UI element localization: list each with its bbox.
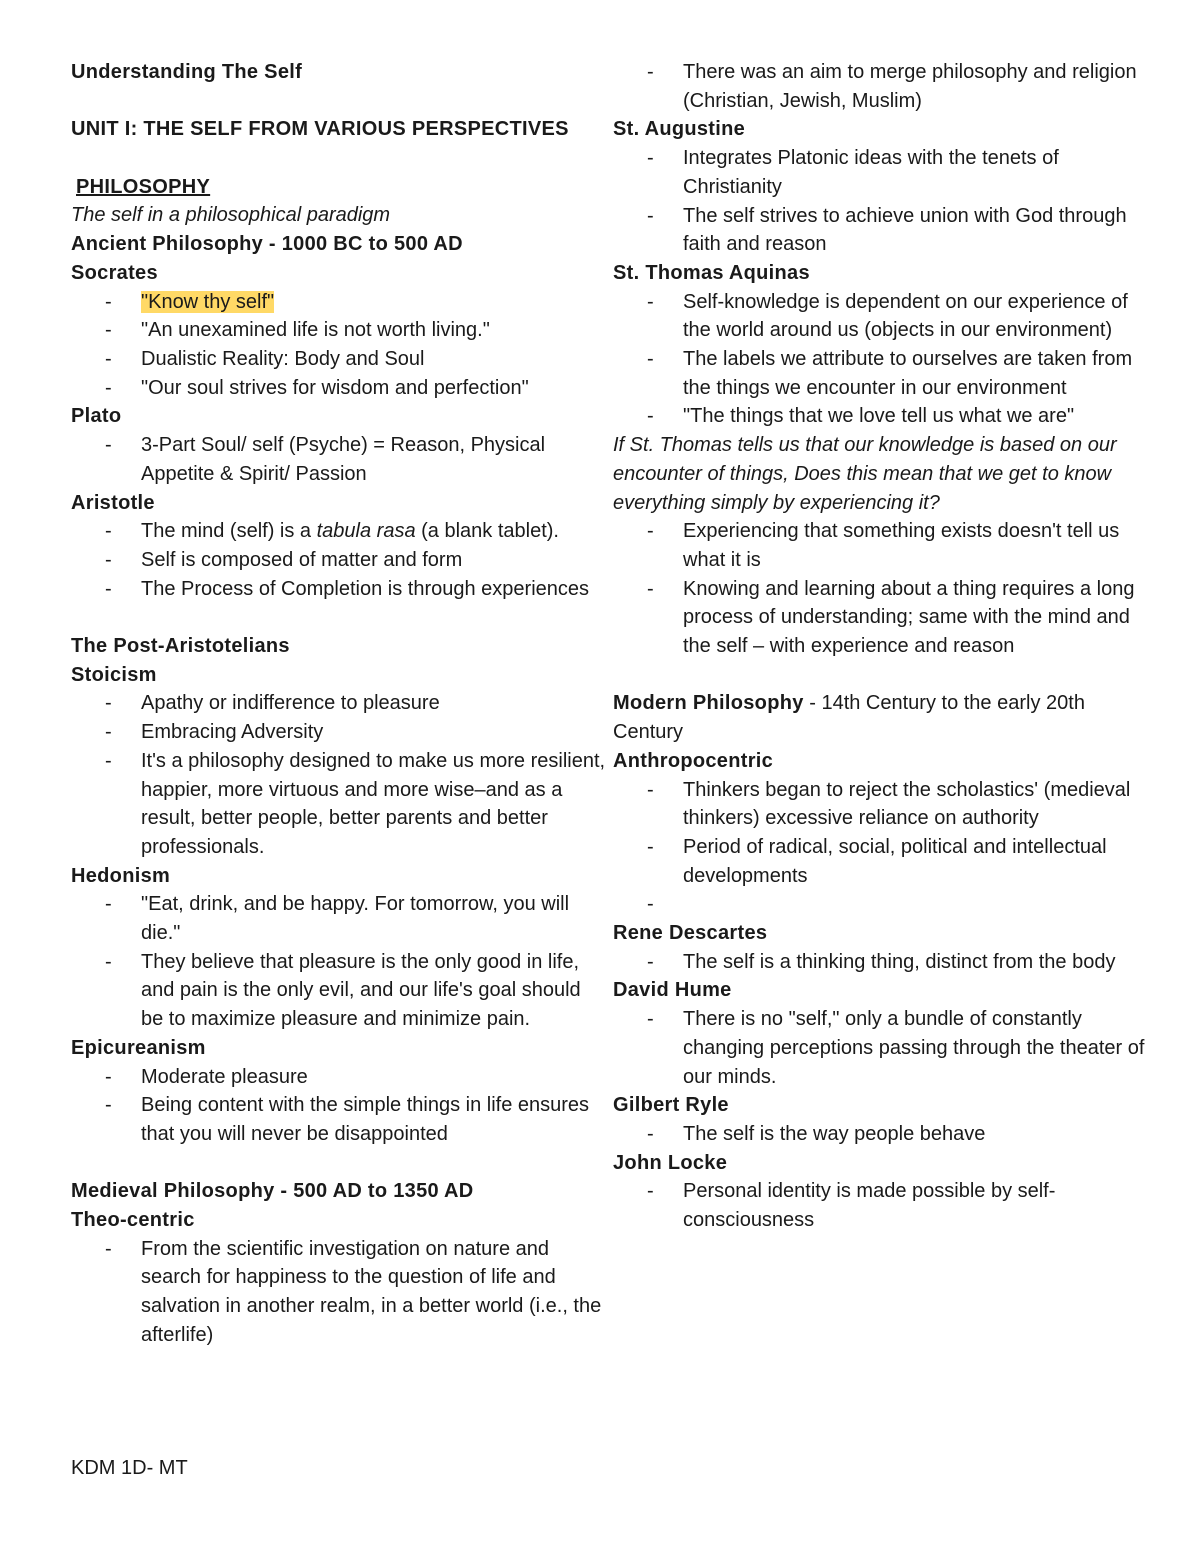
- list-item: - Moderate pleasure: [71, 1063, 606, 1092]
- modern-list: [613, 776, 1158, 920]
- list-item: - Apathy or indifference to pleasure: [71, 689, 606, 718]
- aristotle-heading: Aristotle: [71, 491, 155, 514]
- socrates-heading: Socrates: [71, 261, 158, 284]
- modern-heading-dates: - 14th Century to the early 20th Century: [613, 692, 1085, 744]
- list-item: [613, 890, 1158, 919]
- list-item: - "Eat, drink, and be happy. For tomorrow, you will die.": [71, 890, 606, 947]
- stoicism-heading: Stoicism: [71, 663, 157, 686]
- augustine-heading: St. Augustine: [613, 118, 746, 141]
- philosophy-subtitle: The self in a philosophical paradigm: [71, 204, 391, 227]
- post-aristotelians-heading: The Post-Aristotelians: [71, 635, 290, 658]
- locke-list: [613, 1177, 1158, 1234]
- theo-centric-heading: Theo-centric: [71, 1209, 195, 1232]
- list-item: - Dualistic Reality: Body and Soul: [71, 345, 606, 374]
- ryle-heading: Gilbert Ryle: [613, 1094, 729, 1117]
- list-item: - The self is a thinking thing, distinct from the body: [613, 948, 1158, 977]
- ryle-list: [613, 1120, 1158, 1149]
- descartes-heading: Rene Descartes: [613, 922, 768, 945]
- list-item: [71, 517, 606, 546]
- aristotle-list: [71, 517, 606, 603]
- left-column: [71, 58, 606, 1350]
- medieval-list: [71, 1235, 606, 1350]
- epicureanism-heading: Epicureanism: [71, 1036, 206, 1059]
- document-title: Understanding The Self: [71, 61, 303, 83]
- list-item: [71, 288, 606, 317]
- list-item: - Personal identity is made possible by self-consciousness: [613, 1177, 1158, 1234]
- modern-philosophy-heading: [613, 689, 1158, 746]
- list-item: - There was an aim to merge philosophy and religion (Christian, Jewish, Muslim): [613, 58, 1158, 115]
- philosophy-heading: PHILOSOPHY: [76, 175, 211, 198]
- aquinas-heading: St. Thomas Aquinas: [613, 261, 810, 284]
- aquinas-list: [613, 288, 1158, 432]
- list-item: - There is no "self," only a bundle of constantly changing perceptions passing through the theater of our minds.: [613, 1005, 1158, 1091]
- list-item: - Knowing and learning about a thing requires a long process of understanding; same with the mind and the self – with experience and reason: [613, 575, 1158, 661]
- list-item: - "Our soul strives for wisdom and perfection": [71, 374, 606, 403]
- list-item: - Thinkers began to reject the scholastics' (medieval thinkers) excessive reliance on authority: [613, 776, 1158, 833]
- hume-heading: David Hume: [613, 979, 732, 1002]
- text-run: (a blank tablet).: [415, 520, 559, 543]
- list-item: - Being content with the simple things in life ensures that you will never be disappointed: [71, 1091, 606, 1148]
- list-item: - "An unexamined life is not worth living.": [71, 316, 606, 345]
- list-item: - "The things that we love tell us what we are": [613, 402, 1158, 431]
- socrates-list: [71, 288, 606, 403]
- medieval-list-continued: [613, 58, 1158, 115]
- stoicism-list: [71, 689, 606, 861]
- list-item: - Experiencing that something exists doesn't tell us what it is: [613, 517, 1158, 574]
- list-item: - The Process of Completion is through experiences: [71, 575, 606, 604]
- list-item: - The self is the way people behave: [613, 1120, 1158, 1149]
- highlighted-quote: "Know thy self": [141, 290, 275, 313]
- list-item: - The self strives to achieve union with God through faith and reason: [613, 202, 1158, 259]
- unit-title: UNIT I: THE SELF FROM VARIOUS PERSPECTIVES: [71, 118, 569, 141]
- hedonism-list: [71, 890, 606, 1034]
- tabula-rasa-term: tabula rasa: [316, 520, 416, 543]
- list-item: - Self is composed of matter and form: [71, 546, 606, 575]
- list-item: - From the scientific investigation on nature and search for happiness to the question of life and salvation in another realm, in a better world (i.e., the afterlife): [71, 1235, 606, 1350]
- anthropocentric-heading: Anthropocentric: [613, 749, 774, 772]
- modern-heading-bold: Modern Philosophy: [613, 692, 804, 715]
- epicureanism-list: [71, 1063, 606, 1149]
- list-item: - 3-Part Soul/ self (Psyche) = Reason, Physical Appetite & Spirit/ Passion: [71, 431, 606, 488]
- list-item: - The labels we attribute to ourselves are taken from the things we encounter in our environment: [613, 345, 1158, 402]
- list-item: - Embracing Adversity: [71, 718, 606, 747]
- list-item: - They believe that pleasure is the only good in life, and pain is the only evil, and our life's goal should be to maximize pleasure and minimize pain.: [71, 948, 606, 1034]
- list-item: - Period of radical, social, political and intellectual developments: [613, 833, 1158, 890]
- right-column: [613, 58, 1158, 1235]
- text-run: The mind (self) is a: [141, 520, 317, 543]
- hedonism-heading: Hedonism: [71, 864, 171, 887]
- list-item: - Self-knowledge is dependent on our experience of the world around us (objects in our environment): [613, 288, 1158, 345]
- plato-heading: Plato: [71, 405, 122, 428]
- descartes-list: [613, 948, 1158, 977]
- aquinas-question: If St. Thomas tells us that our knowledge is based on our encounter of things, Does this mean that we get to know everything simply by experiencing it?: [613, 434, 1117, 514]
- plato-list: [71, 431, 606, 488]
- answers-list: [613, 517, 1158, 661]
- list-item: - Integrates Platonic ideas with the tenets of Christianity: [613, 144, 1158, 201]
- ancient-philosophy-heading: Ancient Philosophy - 1000 BC to 500 AD: [71, 233, 463, 256]
- hume-list: [613, 1005, 1158, 1091]
- page-footer: KDM 1D- MT: [71, 1457, 188, 1479]
- list-item: - It's a philosophy designed to make us more resilient, happier, more virtuous and more wise–and as a result, better people, better parents and better professionals.: [71, 747, 606, 862]
- medieval-philosophy-heading: Medieval Philosophy - 500 AD to 1350 AD: [71, 1180, 474, 1203]
- augustine-list: [613, 144, 1158, 259]
- locke-heading: John Locke: [613, 1151, 728, 1174]
